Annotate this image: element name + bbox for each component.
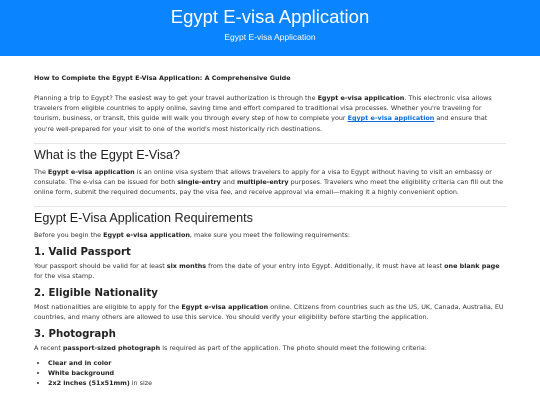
- photograph-paragraph: A recent passport-sized photograph is required as part of the application. The photo should meet the following criteria:: [34, 344, 427, 353]
- photo-criteria-list: [34, 358, 506, 388]
- requirement-heading-nationality: 2. Eligible Nationality: [34, 288, 158, 300]
- requirement-passport: [34, 246, 506, 281]
- list-item: • White background: [48, 368, 506, 378]
- section-heading-requirements: Egypt E-Visa Application Requirements: [34, 211, 253, 226]
- site-subtitle: Egypt E-visa Application: [224, 32, 316, 42]
- requirement-nationality: [34, 287, 506, 322]
- site-header: [0, 0, 540, 56]
- guide-title: How to Complete the Egypt E-Visa Application: A Comprehensive Guide: [34, 74, 291, 82]
- section-requirements: [34, 206, 506, 387]
- passport-paragraph: Your passport should be valid for at least six months from the date of your entry into Egypt. Additionally, it must have at least one blank page for the visa stamp.: [34, 261, 500, 280]
- section-what-is: [34, 143, 506, 198]
- list-item: • 2x2 inches (51x51mm) in size: [48, 378, 506, 388]
- requirement-heading-passport: 1. Valid Passport: [34, 246, 131, 258]
- requirements-intro: Before you begin the Egypt e-visa application, make sure you meet the following requirements:: [34, 231, 350, 240]
- nationality-paragraph: Most nationalities are eligible to apply for the Egypt e-visa application online. Citizens from countries such as the US, UK, Canada, Australia, EU countries, and many others are allowed to use this service. You should verify your eligibility before starting the application.: [34, 303, 504, 322]
- site-title: Egypt E-visa Application: [170, 6, 370, 27]
- section-heading-what-is: What is the Egypt E-Visa?: [34, 147, 181, 162]
- requirement-photograph: [34, 328, 506, 387]
- requirement-heading-photograph: 3. Photograph: [34, 329, 116, 341]
- list-item: • Clear and in color: [48, 358, 506, 368]
- evisa-application-link[interactable]: Egypt e-visa application: [347, 114, 435, 123]
- intro-paragraph: Planning a trip to Egypt? The easiest way to get your travel authorization is through the Egypt e-visa application. This electronic visa allows travelers from eligible countries to apply online, saving time and effort compared to traditional visa processes. Whether you're traveling for tourism, business, or transit, this guide will walk you through every step of how to complete your Egypt e-visa application and ensure that you're well-prepared for your visit to one of the world's most historically rich destinations.: [34, 94, 492, 133]
- what-is-paragraph: The Egypt e-visa application is an online visa system that allows travelers to apply for a visa to Egypt without having to visit an embassy or consulate. The e-visa can be issued for both single-entry and multiple-entry purposes. Travelers who meet the eligibility criteria can fill out the online form, submit the required documents, pay the visa fee, and receive approval via email—making it a highly convenient option.: [34, 167, 504, 197]
- article-content: [34, 74, 506, 394]
